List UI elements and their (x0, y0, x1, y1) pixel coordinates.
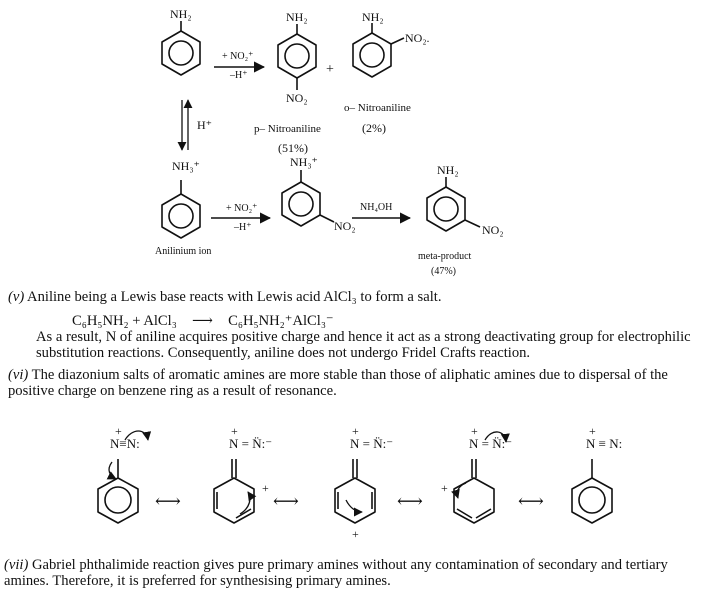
section-vi (8, 368, 713, 399)
section-v-number: (v) (8, 289, 25, 305)
resonance-arrow-4: ⟷ (518, 491, 544, 511)
reagent-label-2b: –H⁺ (234, 222, 252, 233)
m-nitroaniline-ring (427, 177, 480, 231)
para-name: p– Nitroaniline (254, 123, 321, 135)
section-v-text: Aniline being a Lewis base reacts with Lewis acid AlCl₃ to form a salt. (27, 289, 442, 305)
plus-sign: + (326, 62, 334, 77)
res4-ring-charge: + (441, 481, 448, 495)
resonance-arrow-3: ⟷ (397, 491, 423, 511)
para-no2-label: NO₂ (286, 91, 308, 105)
product-yield: (47%) (431, 266, 456, 277)
section-vii-text: Gabriel phthalimide reaction gives pure primary amines without any contamination of secondary and tertiary amines. Therefore, it is preferred for synthesising primary amines. (4, 557, 668, 589)
section-vi-text: The diazonium salts of aromatic amines are more stable than those of aliphatic amines due to dispersal of the positive charge on benzene ring as a result of resonance. (8, 367, 668, 399)
section-vii (4, 558, 716, 589)
para-yield: (51%) (278, 141, 308, 155)
product-nh2-label: NH₂ (437, 163, 459, 177)
meta-no2-label: NO₂ (334, 219, 356, 233)
res1-group: N≡N: (110, 436, 140, 451)
meta-nh3-label: NH₃⁺ (290, 155, 318, 169)
resonance-structure-3 (335, 459, 375, 523)
equilibrium-arrows (182, 100, 188, 150)
anilinium-name: Anilinium ion (155, 246, 212, 257)
reagent-label-1: + NO₂⁺ (222, 51, 254, 62)
para-nh2-label: NH₂ (286, 10, 308, 24)
res1-n-charge: + (115, 424, 122, 438)
resonance-arrow-1: ⟷ (155, 491, 181, 511)
res5-group: N ≡ N: (586, 436, 623, 451)
section-vi-number: (vi) (8, 367, 29, 383)
res2-ring-charge: + (262, 481, 269, 495)
resonance-arrow-2: ⟷ (273, 491, 299, 511)
reagent-label-1b: –H⁺ (230, 70, 248, 81)
res3-ring-charge: + (352, 527, 359, 541)
p-nitroaniline-ring (278, 24, 316, 90)
ortho-no2-label: NO₂. (405, 31, 430, 45)
section-vii-number: (vii) (4, 557, 29, 573)
equation-arrow: ⟶ (192, 313, 213, 329)
anilinium-nh3-label: NH₃⁺ (172, 159, 200, 173)
ortho-yield: (2%) (362, 121, 386, 135)
equation-left: C₆H₅NH₂ + AlCl₃ (72, 313, 177, 329)
aniline-ring (162, 21, 200, 75)
product-no2-label: NO₂ (482, 223, 504, 237)
product-name: meta-product (418, 251, 472, 262)
res3-group: N = N̈:⁻ (350, 436, 394, 451)
res2-group: N = N̈:⁻ (229, 436, 273, 451)
res5-n-charge: + (589, 424, 596, 438)
aniline-alcl3-equation (72, 312, 334, 330)
res2-n-charge: + (231, 424, 238, 438)
resonance-structure-2 (214, 459, 254, 523)
ortho-name: o– Nitroaniline (344, 102, 411, 114)
reagent-label-2: + NO₂⁺ (226, 203, 258, 214)
o-nitroaniline-ring (353, 23, 404, 77)
res3-n-charge: + (352, 424, 359, 438)
base-reagent: NH₄OH (360, 202, 393, 213)
resonance-structure-5 (572, 459, 612, 523)
equilibrium-reagent: H⁺ (197, 118, 212, 132)
section-v-explanation: As a result, N of aniline acquires positive charge and hence it act as a strong deactivating group for electrophilic substitution reactions. Consequently, aniline does not undergo Fridel Crafts reaction. (36, 329, 691, 361)
m-nitroanilinium-ring (282, 170, 334, 226)
res4-group: N = N̈:⁻ (469, 436, 513, 451)
anilinium-ring (162, 180, 200, 238)
ortho-nh2-label: NH₂ (362, 10, 384, 24)
section-v-intro (8, 290, 713, 306)
aniline-nh2-label: NH₂ (170, 7, 192, 21)
res4-n-charge: + (471, 424, 478, 438)
equation-right: C₆H₅NH₂⁺AlCl₃⁻ (228, 313, 334, 329)
